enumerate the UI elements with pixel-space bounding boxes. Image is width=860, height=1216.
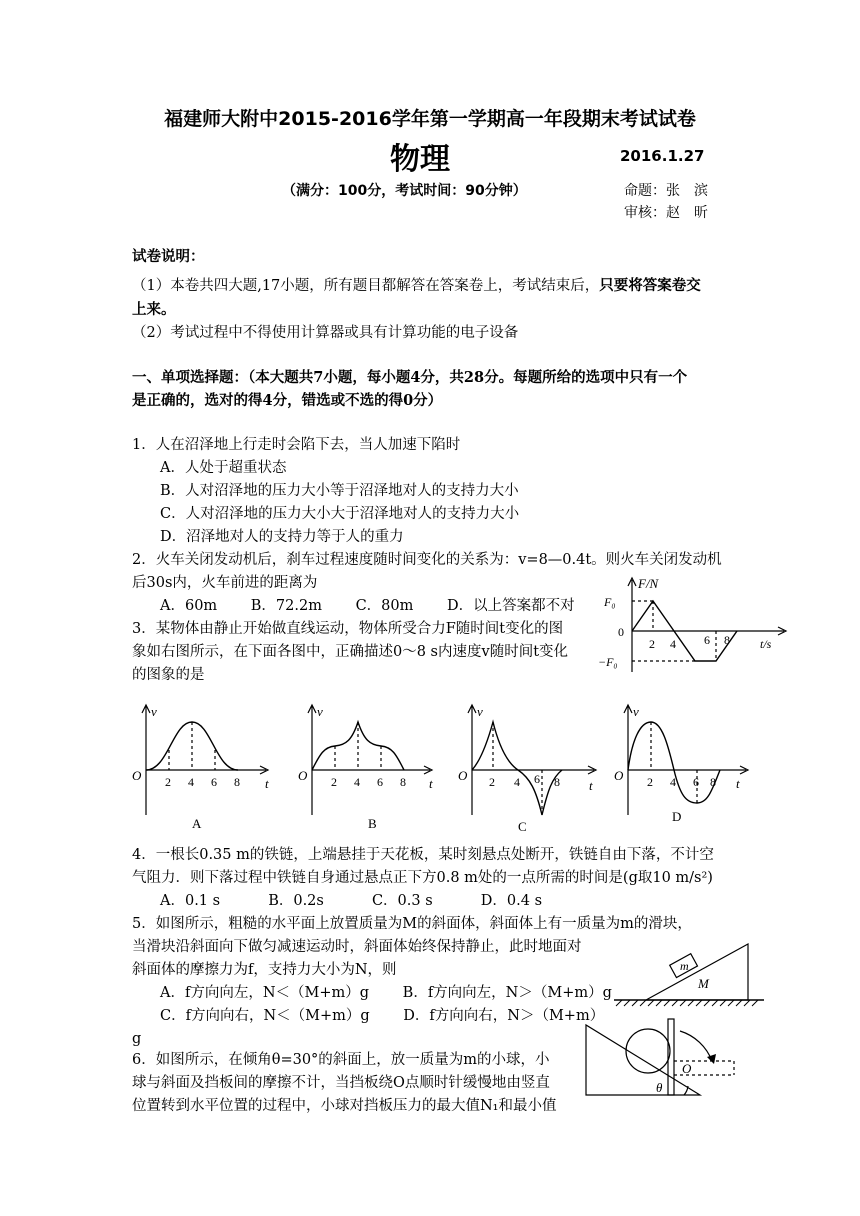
theta-arc bbox=[684, 1086, 688, 1095]
rotation-arrow bbox=[680, 1031, 712, 1061]
label-theta: θ bbox=[656, 1080, 663, 1095]
tick-8: 8 bbox=[554, 775, 560, 789]
q1-option-c: C．人对沼泽地的压力大小大于沼泽地对人的支持力大小 bbox=[160, 506, 520, 522]
v-label: v bbox=[317, 704, 323, 719]
origin-label: O bbox=[458, 768, 468, 783]
q5-options-cd: C．f方向向右，N＜（M+m）g D．f方向向右，N＞（M+m） bbox=[160, 1008, 605, 1024]
origin-label: O bbox=[298, 768, 308, 783]
ground-hatching bbox=[616, 1000, 758, 1006]
f-axis-label: F/N bbox=[638, 576, 659, 591]
exam-title: 福建师大附中2015-2016学年第一学期高一年段期末考试试卷 bbox=[164, 108, 696, 130]
vt-graph-b bbox=[296, 700, 446, 835]
vt-graph-a bbox=[128, 700, 288, 835]
q3-stem-1: 3．某物体由静止开始做直线运动，物体所受合力F随时间t变化的图 bbox=[132, 621, 564, 637]
graph-name: D bbox=[672, 809, 682, 824]
ft-tick-2: 2 bbox=[649, 637, 655, 651]
tick-4: 4 bbox=[354, 775, 360, 789]
incline-block bbox=[646, 944, 748, 1000]
velocity-curve bbox=[628, 722, 720, 803]
ft-tick-4: 4 bbox=[670, 637, 676, 651]
origin-label: O bbox=[614, 768, 624, 783]
t-label: t bbox=[589, 778, 593, 793]
vt-graph-c bbox=[456, 700, 606, 838]
t-label: t bbox=[429, 776, 433, 791]
tick-2: 2 bbox=[489, 775, 495, 789]
t-axis-label: t/s bbox=[760, 637, 772, 651]
q5-stem-1: 5．如图所示，粗糙的水平面上放置质量为M的斜面体，斜面体上有一质量为m的滑块， bbox=[132, 916, 692, 932]
graph-name: A bbox=[192, 816, 202, 831]
velocity-curve bbox=[472, 722, 562, 815]
v-label: v bbox=[633, 704, 639, 719]
tick-4: 4 bbox=[188, 775, 194, 789]
question-setter: 命题：张 滨 bbox=[624, 183, 708, 199]
q5-stem-2: 当滑块沿斜面向下做匀减速运动时，斜面体始终保持静止，此时地面对 bbox=[132, 939, 582, 955]
tick-2: 2 bbox=[165, 775, 171, 789]
origin-label: O bbox=[132, 768, 142, 783]
tick-8: 8 bbox=[234, 775, 240, 789]
q2-options: A．60m B．72.2m C．80m D．以上答案都不对 bbox=[160, 598, 575, 614]
q5-options-ab: A．f方向向左，N＜（M+m）g B．f方向向左，N＞（M+m）g bbox=[160, 985, 612, 1001]
section-1-heading-cont: 是正确的，选对的得4分，错选或不选的得0分） bbox=[132, 392, 443, 409]
instruction-1-text: （1）本卷共四大题,17小题，所有题目都解答在答案卷上，考试结束后， bbox=[132, 278, 600, 294]
label-O: O bbox=[682, 1061, 692, 1076]
q4-options: A．0.1 s B．0.2s C．0.3 s D．0.4 s bbox=[160, 893, 543, 909]
q2-stem-2: 后30s内，火车前进的距离为 bbox=[132, 575, 318, 591]
q1-option-a: A．人处于超重状态 bbox=[160, 460, 287, 476]
t-label: t bbox=[736, 776, 740, 791]
full-marks: （满分：100分，考试时间：90分钟） bbox=[282, 183, 527, 199]
graph-name: B bbox=[368, 816, 377, 831]
q5-options-tail: g bbox=[132, 1031, 142, 1047]
instructions-heading: 试卷说明： bbox=[132, 249, 205, 265]
instruction-1-cont: 上来。 bbox=[132, 301, 176, 318]
instruction-2: （2）考试过程中不得使用计算器或具有计算功能的电子设备 bbox=[132, 325, 519, 341]
tick-6: 6 bbox=[377, 775, 383, 789]
instruction-1-emphasis: 只要将答案卷交 bbox=[599, 277, 701, 294]
t-label: t bbox=[265, 776, 269, 791]
tick-6: 6 bbox=[211, 775, 217, 789]
origin-label: 0 bbox=[618, 625, 624, 639]
force-time-graph bbox=[598, 570, 798, 688]
tick-8: 8 bbox=[710, 775, 716, 789]
v-label: v bbox=[151, 704, 157, 719]
q5-stem-3: 斜面体的摩擦力为f，支持力大小为N，则 bbox=[132, 962, 397, 978]
tick-4: 4 bbox=[670, 775, 676, 789]
neg-f0-label: −F₀ bbox=[598, 655, 618, 669]
q6-stem-3: 位置转到水平位置的过程中，小球对挡板压力的最大值N₁和最小值 bbox=[132, 1098, 557, 1114]
q1-option-d: D．沼泽地对人的支持力等于人的重力 bbox=[160, 529, 404, 545]
label-m: m bbox=[680, 959, 689, 973]
section-1-heading: 一、单项选择题：（本大题共7小题，每小题4分，共28分。每题所给的选项中只有一个 bbox=[132, 369, 688, 386]
tick-6: 6 bbox=[693, 775, 699, 789]
q2-stem-1: 2．火车关闭发动机后，刹车过程速度随时间变化的关系为：v=8—0.4t。则火车关闭发动机 bbox=[132, 552, 722, 568]
q5-incline-figure bbox=[608, 940, 768, 1012]
q6-stem-2: 球与斜面及挡板间的摩擦不计，当挡板绕O点顺时针缓慢地由竖直 bbox=[132, 1075, 550, 1091]
q4-stem-1: 4．一根长0.35 m的铁链，上端悬挂于天花板，某时刻悬点处断开，铁链自由下落，不计空 bbox=[132, 847, 714, 863]
q3-stem-2: 象如右图所示，在下面各图中，正确描述0～8 s内速度v随时间t变化 bbox=[132, 644, 569, 660]
tick-2: 2 bbox=[647, 775, 653, 789]
incline bbox=[586, 1025, 700, 1095]
ft-tick-6: 6 bbox=[704, 633, 710, 647]
q3-stem-3: 的图象的是 bbox=[132, 667, 205, 683]
tick-8: 8 bbox=[400, 775, 406, 789]
q4-stem-2: 气阻力．则下落过程中铁链自身通过悬点正下方0.8 m处的一点所需的时间是(g取10 m/s²) bbox=[132, 870, 713, 886]
tick-4: 4 bbox=[514, 775, 520, 789]
tick-6: 6 bbox=[534, 772, 540, 786]
exam-date: 2016.1.27 bbox=[620, 147, 705, 165]
ball bbox=[626, 1029, 670, 1073]
q6-incline-figure bbox=[584, 1015, 760, 1105]
subject-title: 物理 bbox=[390, 142, 450, 177]
v-label: v bbox=[477, 704, 483, 719]
q1-stem: 1．人在沼泽地上行走时会陷下去，当人加速下陷时 bbox=[132, 437, 461, 453]
vt-graph-d bbox=[612, 700, 760, 828]
instruction-1 bbox=[132, 274, 701, 298]
label-M: M bbox=[698, 976, 709, 991]
reviewer: 审核：赵 昕 bbox=[624, 205, 708, 221]
f0-label: F₀ bbox=[604, 595, 616, 609]
tick-2: 2 bbox=[331, 775, 337, 789]
ft-tick-8: 8 bbox=[724, 633, 730, 647]
arrowhead-icon bbox=[707, 1054, 716, 1064]
q1-option-b: B．人对沼泽地的压力大小等于沼泽地对人的支持力大小 bbox=[160, 483, 519, 499]
graph-name: C bbox=[518, 819, 527, 834]
q6-stem-1: 6．如图所示，在倾角θ=30°的斜面上，放一质量为m的小球，小 bbox=[132, 1052, 550, 1068]
